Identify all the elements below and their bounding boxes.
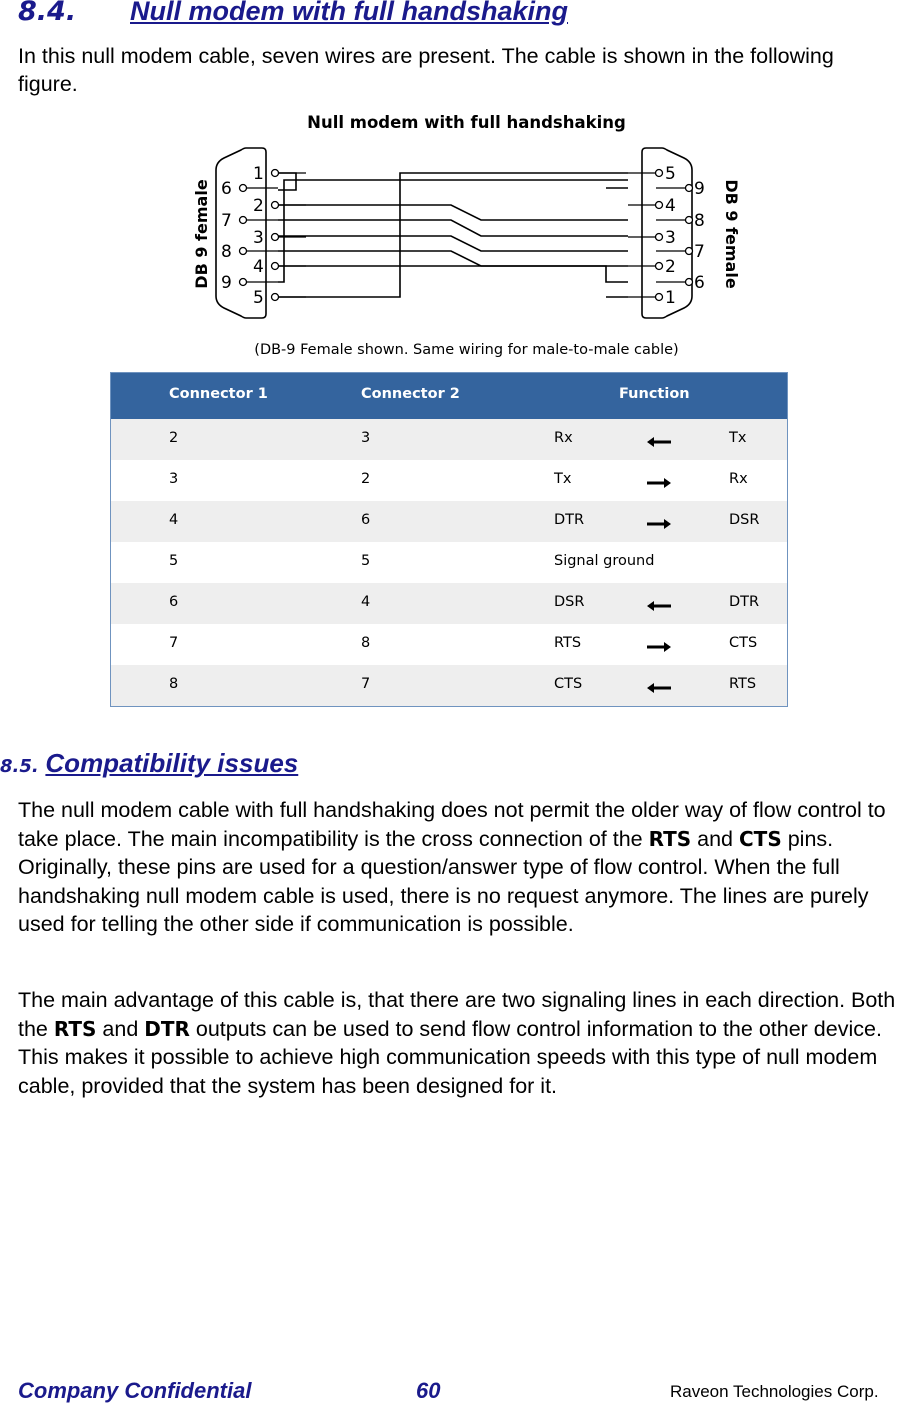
wire-tx-rx <box>278 236 628 251</box>
right-pin-label: 6 <box>694 273 705 293</box>
company-name: Raveon Technologies Corp. <box>670 1382 879 1401</box>
right-pin-label: 1 <box>665 288 676 308</box>
text-run: The null modem cable with full handshaking does not permit the older way of flow control to take place. The main incompatibility is the cross connection of the <box>18 798 886 851</box>
signal-to-cell: Rx <box>729 471 748 487</box>
signal-from-cell: DTR <box>554 512 585 528</box>
signal-from-cell: RTS <box>554 635 582 651</box>
signal-from-cell: Rx <box>554 430 573 446</box>
left-pin-label: 4 <box>253 257 264 277</box>
connector-1-cell: 8 <box>169 676 179 692</box>
right-pin-label: 9 <box>694 179 705 199</box>
section-heading <box>18 0 568 27</box>
text-run: The main advantage of this cable is, that there are two signaling lines in each direction. Both the <box>18 988 896 1041</box>
wire-rx-tx <box>278 205 628 220</box>
right-pin-label: 4 <box>665 196 676 216</box>
connector-1-cell: 5 <box>169 553 179 569</box>
connector-1-cell: 6 <box>169 594 179 610</box>
left-pin-label: 6 <box>221 179 232 199</box>
text-run: and <box>96 1016 145 1041</box>
keyword: RTS <box>53 1016 97 1041</box>
connector-1-cell: 7 <box>169 635 179 651</box>
header-connector-2: Connector 2 <box>361 386 460 402</box>
null-modem-wiring-diagram <box>186 140 750 330</box>
table-row <box>111 665 787 706</box>
table-row <box>111 501 787 542</box>
connector-1-cell: 3 <box>169 471 179 487</box>
wire-1-4-6 <box>278 173 296 190</box>
table-row <box>111 624 787 665</box>
right-pin-label: 5 <box>665 164 676 184</box>
figure-caption: (DB-9 Female shown. Same wiring for male-to-male cable) <box>254 342 679 358</box>
table-row <box>111 583 787 624</box>
text-run: and <box>691 826 739 851</box>
signal-to-cell: RTS <box>729 676 757 692</box>
table-row <box>111 419 787 460</box>
section-number: 8.5. <box>0 756 39 777</box>
signal-to-cell: DTR <box>729 594 760 610</box>
table-row <box>111 460 787 501</box>
right-connector-label: DB 9 female <box>722 179 741 289</box>
connector-2-cell: 6 <box>361 512 371 528</box>
header-connector-1: Connector 1 <box>169 386 268 402</box>
right-pin-label: 8 <box>694 211 705 231</box>
right-pin-label: 2 <box>665 257 676 277</box>
arrow-right-icon <box>647 642 671 652</box>
table-row <box>111 542 787 583</box>
wire-dtr-dsr <box>278 266 628 282</box>
connector-1-cell: 4 <box>169 512 179 528</box>
signal-from-cell: CTS <box>554 676 583 692</box>
table-header <box>111 373 787 419</box>
left-pin-label: 7 <box>221 211 232 231</box>
intro-paragraph: In this null modem cable, seven wires are present. The cable is shown in the following figure. <box>18 44 834 96</box>
left-pin-label: 1 <box>253 164 264 184</box>
signal-to-cell: DSR <box>729 512 760 528</box>
connector-2-cell: 2 <box>361 471 371 487</box>
signal-to-cell: CTS <box>729 635 758 651</box>
signal-from-cell: DSR <box>554 594 585 610</box>
page-footer <box>0 1378 916 1408</box>
connector-2-cell: 4 <box>361 594 371 610</box>
section-heading <box>0 748 298 779</box>
signal-to-cell: Tx <box>729 430 747 446</box>
keyword: DTR <box>144 1016 190 1041</box>
text-run: outputs can be used to send flow control information to the other device. This makes it possible to achieve high communication speeds with this type of null modem cable, provided that the system has been designed for it. <box>18 1016 882 1098</box>
keyword: RTS <box>648 826 692 851</box>
arrow-left-icon <box>647 683 671 693</box>
left-pin-label: 2 <box>253 196 264 216</box>
arrow-right-icon <box>647 519 671 529</box>
connector-2-cell: 3 <box>361 430 371 446</box>
text-run: pins. Originally, these pins are used for a question/answer type of flow control. When the full handshaking null modem cable is used, there is no request anymore. The lines are purely used for telling the other side if communication is possible. <box>18 826 869 936</box>
connector-2-cell: 5 <box>361 553 371 569</box>
arrow-left-icon <box>647 437 671 447</box>
right-pin-label: 7 <box>694 242 705 262</box>
left-connector-label: DB 9 female <box>192 179 211 289</box>
header-function: Function <box>619 386 690 402</box>
confidential-label: Company Confidential <box>18 1378 252 1403</box>
left-pin-label: 3 <box>253 228 264 248</box>
connector-2-cell: 7 <box>361 676 371 692</box>
wire-ground <box>278 173 628 297</box>
arrow-left-icon <box>647 601 671 611</box>
paragraph <box>18 796 914 939</box>
pin-function-table <box>110 372 788 707</box>
signal-from-cell: Signal ground <box>554 553 655 569</box>
left-pin-label: 5 <box>253 288 264 308</box>
right-pin-label: 3 <box>665 228 676 248</box>
connector-1-cell: 2 <box>169 430 179 446</box>
paragraph <box>18 986 914 1100</box>
section-title: Null modem with full handshaking <box>130 0 569 26</box>
page-number: 60 <box>416 1378 441 1403</box>
connector-2-cell: 8 <box>361 635 371 651</box>
arrow-right-icon <box>647 478 671 488</box>
left-pin-label: 8 <box>221 242 232 262</box>
keyword: CTS <box>739 826 782 851</box>
figure-title: Null modem with full handshaking <box>307 113 626 132</box>
section-number: 8.4. <box>18 0 77 27</box>
left-pin-label: 9 <box>221 273 232 293</box>
signal-from-cell: Tx <box>554 471 572 487</box>
section-title: Compatibility issues <box>45 748 299 778</box>
wire-cts-rts <box>278 251 628 266</box>
wire-rts-cts <box>278 220 628 236</box>
